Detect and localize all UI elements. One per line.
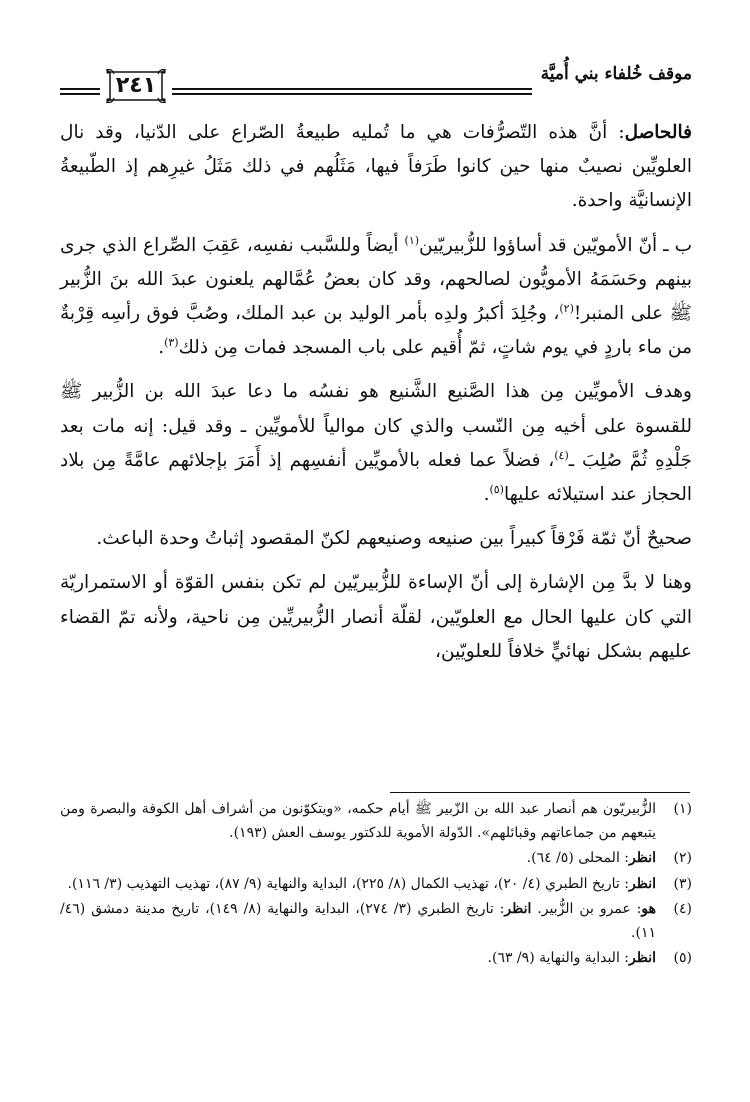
paragraph-text: ب ـ أنّ الأمويّين قد أساؤوا للزُّبيريّين <box>419 234 692 256</box>
paragraph <box>60 522 692 556</box>
footnote <box>60 873 692 897</box>
page-number: ٢٤١ <box>115 72 157 98</box>
footnote-ref[interactable]: (٢) <box>559 301 574 315</box>
footnote-body: الزُّبيريّون هم أنصار عبد الله بن الزّبير ﷺ أيام حكمه، «ويتكوّنون من أشراف أهل الكوفة والبصرة ومن يتبعهم من جماعاتهم وقبائلهم». الدّولة الأموية للدكتور يوسف العش (١٩٣). <box>60 801 656 841</box>
footnote-body: : عمرو بن الزُّبير. <box>531 901 642 917</box>
footnote-number: (٢) <box>673 850 692 866</box>
footnote-body: : تاريخ الطبري (٤/ ٢٠)، تهذيب الكمال (٨/ ٢٢٥)، البداية والنهاية (٩/ ٨٧)، تهذيب التهذيب (٣/ ١١٦). <box>67 875 629 892</box>
footnote <box>60 798 692 845</box>
header-rule <box>60 93 100 95</box>
footnote-text <box>60 947 656 971</box>
footnote <box>60 847 692 871</box>
footnote-body: : المحلى (٥/ ٦٤). <box>526 850 629 866</box>
footnote-number: (٣) <box>673 875 692 892</box>
footnote-text <box>60 898 656 945</box>
footnote-ref[interactable]: (٣) <box>164 336 179 350</box>
paragraph-text: أيضاً وللسَّبب نفسِه، عَقِبَ الصِّراع الذي جرى بينهم وحَسَمَهُ الأمويُّون لصالحهم، وقد كان بعضُ عُمَّالهم يلعنون عبدَ الله بنَ الزُّبير ﷺ على المنبر! <box>60 234 692 325</box>
header-rule <box>172 93 532 95</box>
footnote-keyword: هو <box>641 901 657 917</box>
main-text <box>60 116 692 679</box>
paragraph-lead: فالحاصل <box>624 122 692 143</box>
paragraph <box>60 116 692 219</box>
footnote-number: (٤) <box>673 901 692 917</box>
paragraph <box>60 229 692 366</box>
paragraph-text: . <box>158 337 165 359</box>
footnote-ref[interactable]: (٤) <box>554 448 569 462</box>
header-rule <box>172 88 532 90</box>
footnote-keyword: انظر <box>629 875 656 892</box>
paragraph <box>60 566 692 669</box>
footnote-ref[interactable]: (٥) <box>489 482 504 496</box>
paragraph-text: وهدف الأمويِّين مِن هذا الصَّنيع الشَّنيع هو نفسُه ما دعا عبدَ الله بن الزُّبير ﷺ للقسوة على أخيه مِن النّسب والذي كان موالياً للأمويِّين ـ وقد قيل: إنه مات بعد جَلْدِهِ ثُمَّ صُلِبَ ـ <box>60 381 692 471</box>
footnote-keyword: انظر <box>504 901 532 917</box>
page-number-badge <box>104 66 168 104</box>
footnote-number: (٥) <box>673 950 692 966</box>
paragraph-text: ، فضلاً عما فعله بالأمويِّين أنفسِهم إذ أَمَرَ بإجلائهم عامَّةً مِن بلاد الحجاز عند استيلائه عليها <box>60 449 692 506</box>
footnote-body: : تاريخ الطبري (٣/ ٢٧٤)، البداية والنهاية (٨/ ١٤٩)، تاريخ مدينة دمشق (٤٦/ ١١). <box>60 901 656 941</box>
running-title: موقف خُلفاء بني أُميَّة <box>540 64 692 84</box>
footnote-ref[interactable]: (١) <box>404 233 420 247</box>
footnote-text <box>60 873 656 897</box>
paragraph-text: ، وجُلِدَ أكبرُ ولدِه بأمر الوليد بن عبد الملك، وصُبَّ فوق رأسِه قِرْبةٌ من ماء باردٍ في يوم شاتٍ، ثمّ أُقيم على باب المسجد فمات مِن ذلك <box>60 303 692 359</box>
paragraph-text: وهنا لا بدَّ مِن الإشارة إلى أنّ الإساءة للزُّبيريّين لم تكن بنفس القوّة أو الاستمراريّة التي كان عليها الحال مع العلويّين، لقلّة أنصار الزُّبيريِّين مِن ناحية، ولأنه تمّ القضاء عليهم بشكل نهائيٍّ خلافاً للعلويّين، <box>60 572 692 662</box>
footnote <box>60 898 692 945</box>
footnote-keyword: انظر <box>629 850 656 866</box>
paragraph-text: . <box>483 484 490 506</box>
page-header <box>60 52 692 102</box>
footnote-number: (١) <box>673 801 692 817</box>
footnote-keyword: انظر <box>629 950 656 966</box>
paragraph <box>60 375 692 512</box>
footnote-text <box>60 798 656 845</box>
footnote-body: : البداية والنهاية (٩/ ٦٣). <box>487 950 629 966</box>
paragraph-text: صحيحٌ أنّ ثمّة فَرْقاً كبيراً بين صنيعه وصنيعهم لكنّ المقصود إثباتُ وحدة الباعث. <box>96 528 692 550</box>
header-rule <box>60 88 100 90</box>
footnotes <box>60 798 692 973</box>
footnote-text <box>60 847 656 871</box>
footnote-separator <box>390 792 690 793</box>
footnote <box>60 947 692 971</box>
paragraph-text: : أنَّ هذه التّصرُّفات هي ما تُمليه طبيعةُ الصّراع على الدّنيا، وقد نال العلويِّين نصيبٌ منها حين كانوا طَرَفاً فيها، مَثَلُهم في ذلك مَثَلُ غيرِهم إذ الطّبيعةُ الإنسانيَّة واحدة. <box>60 122 692 212</box>
